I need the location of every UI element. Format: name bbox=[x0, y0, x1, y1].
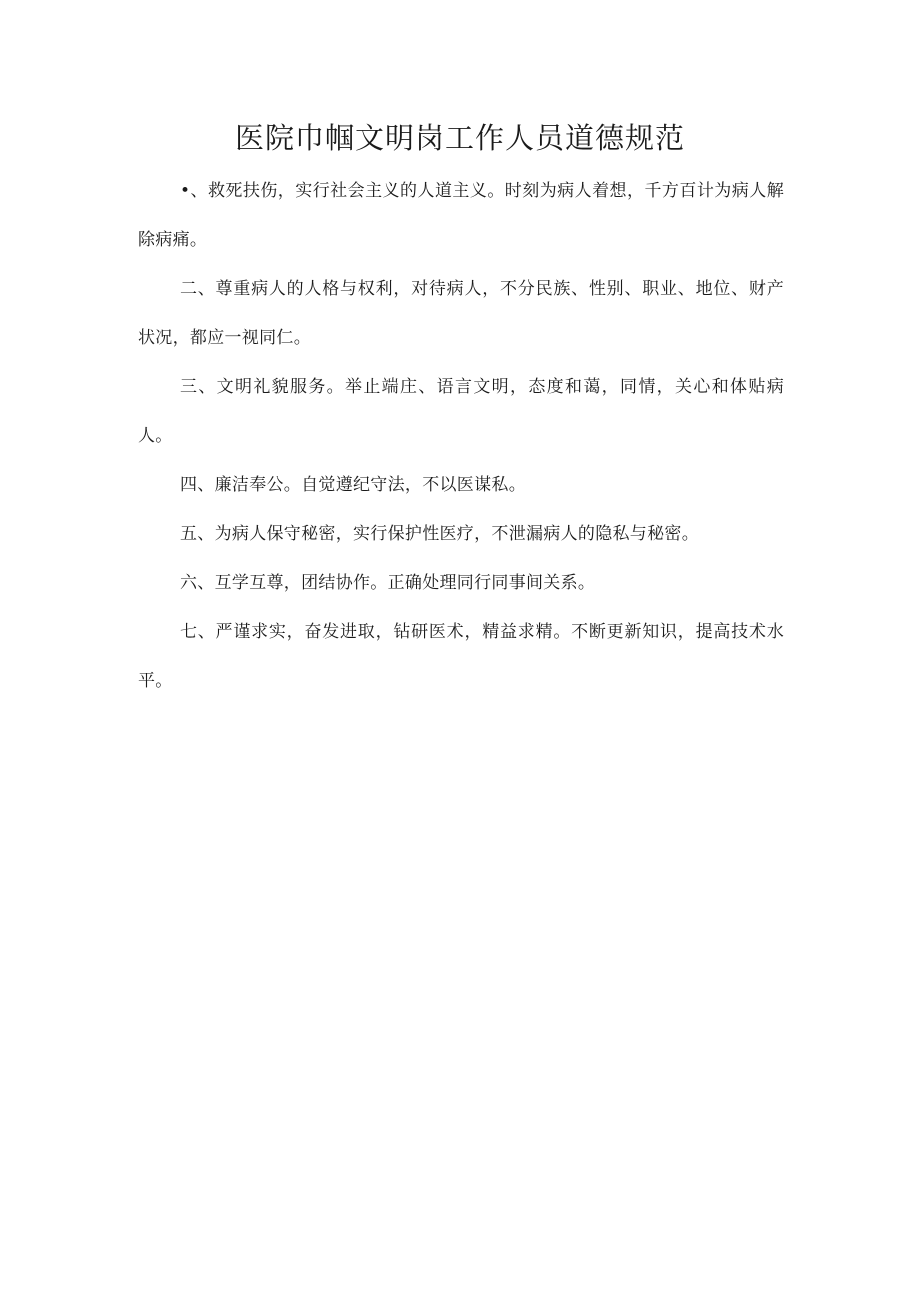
document-body bbox=[138, 167, 784, 706]
paragraph-7: 七、严谨求实，奋发进取，钻研医术，精益求精。不断更新知识，提高技术水平。 bbox=[138, 622, 784, 691]
paragraph-3: 三、文明礼貌服务。举止端庄、语言文明，态度和蔼，同情，关心和体贴病人。 bbox=[138, 377, 784, 446]
document-title: 医院巾帼文明岗工作人员道德规范 bbox=[234, 121, 685, 155]
paragraph-4: 四、廉洁奉公。自觉遵纪守法，不以医谋私。 bbox=[180, 475, 526, 495]
paragraph-6: 六、互学互尊，团结协作。正确处理同行同事间关系。 bbox=[180, 573, 596, 593]
paragraph-2: 二、尊重病人的人格与权利，对待病人，不分民族、性别、职业、地位、财产状况，都应一视同仁。 bbox=[138, 279, 784, 348]
paragraph-1: •、救死扶伤，实行社会主义的人道主义。时刻为病人着想，千方百计为病人解除病痛。 bbox=[138, 181, 784, 250]
paragraph-5: 五、为病人保守秘密，实行保护性医疗，不泄漏病人的隐私与秘密。 bbox=[180, 524, 699, 544]
